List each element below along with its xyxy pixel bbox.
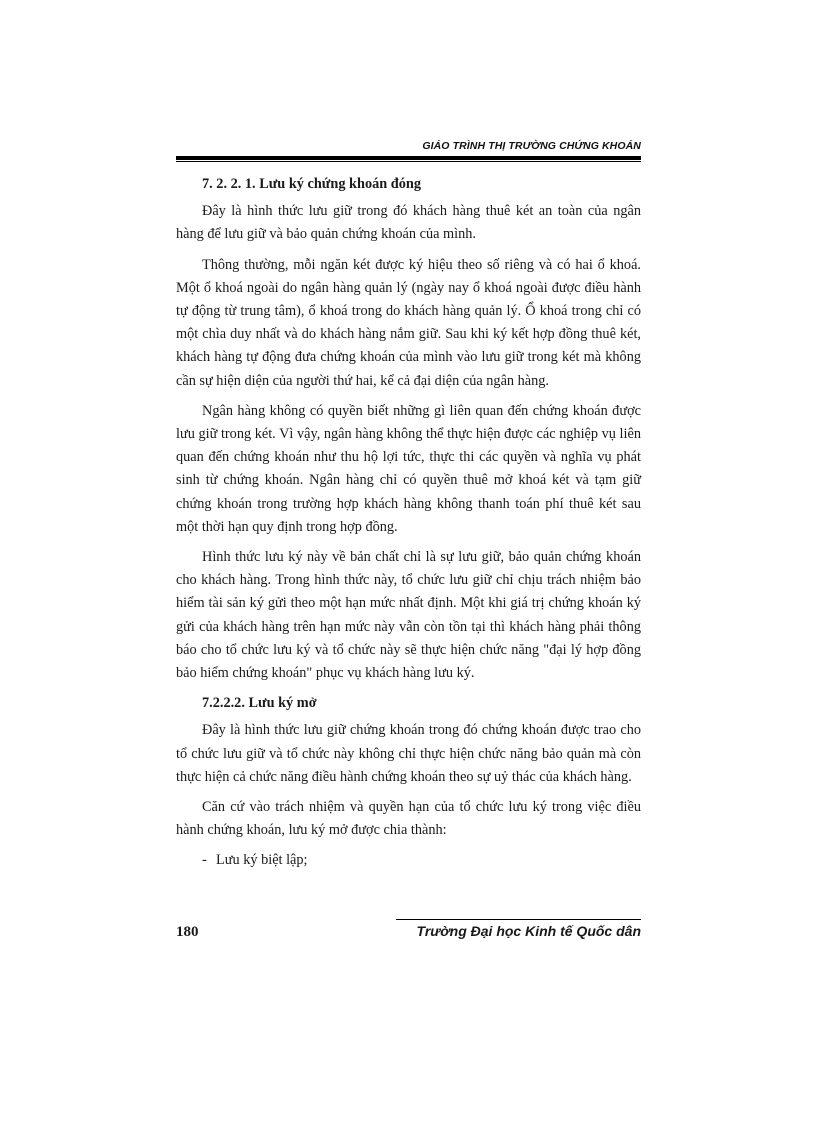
paragraph: Đây là hình thức lưu giữ trong đó khách hàng thuê két an toàn của ngân hàng để lưu giữ và bảo quản chứng khoán của mình. [176, 203, 641, 243]
paragraph: Thông thường, mỗi ngăn két được ký hiệu theo số riêng và có hai ổ khoá. Một ổ khoá ngoài do ngân hàng quản lý (ngày nay ổ khoá ngoài được điều hành tự động từ trung tâm), ổ khoá trong do khách hàng quản lý. Ổ khoá trong chỉ có một chìa duy nhất và do khách hàng nắm giữ. Sau khi ký kết hợp đồng thuê két, khách hàng tự động đưa chứng khoán của mình vào lưu giữ trong két mà không cần sự hiện diện của người thứ hai, kể cả đại diện của ngân hàng. [176, 256, 641, 389]
paragraph: Căn cứ vào trách nhiệm và quyền hạn của tổ chức lưu ký trong việc điều hành chứng khoán, lưu ký mở được chia thành: [176, 799, 641, 839]
paragraph: Hình thức lưu ký này về bản chất chỉ là sự lưu giữ, bảo quản chứng khoán cho khách hàng. Trong hình thức này, tổ chức lưu giữ chỉ chịu trách nhiệm bảo hiểm tài sản ký gửi theo một hạn mức nhất định. Một khi giá trị chứng khoán ký gửi của khách hàng trên hạn mức này vẫn còn tồn tại thì khách hàng phải thông báo cho tổ chức lưu ký và tổ chức này sẽ thực hiện chức năng "đại lý hợp đồng bảo hiểm chứng khoán" phục vụ khách hàng lưu ký. [176, 549, 641, 682]
paragraph: Ngân hàng không có quyền biết những gì liên quan đến chứng khoán được lưu giữ trong két. Vì vậy, ngân hàng không thể thực hiện được các nghiệp vụ liên quan đến chứng khoán như thu hộ lợi tức, thực thi các quyền và nghĩa vụ phát sinh từ chứng khoán. Ngân hàng chỉ có quyền thuê mở khoá két và tạm giữ chứng khoán trong trường hợp khách hàng không thanh toán phí thuê két sau một thời hạn quy định trong hợp đồng. [176, 402, 641, 535]
footer-school-name: Trường Đại học Kinh tế Quốc dân [416, 923, 641, 939]
section-heading-7-2-2-1: 7. 2. 2. 1. Lưu ký chứng khoán đóng [202, 176, 421, 192]
section-heading-7-2-2-2: 7.2.2.2. Lưu ký mở [202, 695, 317, 712]
page-body [176, 173, 641, 873]
footer-rule [396, 919, 641, 920]
header-rule [176, 156, 641, 160]
list-item [176, 849, 641, 872]
list-item-text: Lưu ký biệt lập; [216, 852, 308, 869]
page-number: 180 [176, 924, 199, 940]
header-rule-thin [176, 161, 641, 162]
running-header-title: GIÁO TRÌNH THỊ TRƯỜNG CHỨNG KHOÁN [422, 140, 641, 152]
paragraph: Đây là hình thức lưu giữ chứng khoán trong đó chứng khoán được trao cho tổ chức lưu giữ và tổ chức này không chỉ thực hiện chức năng bảo quản mà còn thực hiện cả chức năng điều hành chứng khoán theo sự uỷ thác của khách hàng. [176, 722, 641, 785]
list-marker: - [202, 852, 207, 869]
